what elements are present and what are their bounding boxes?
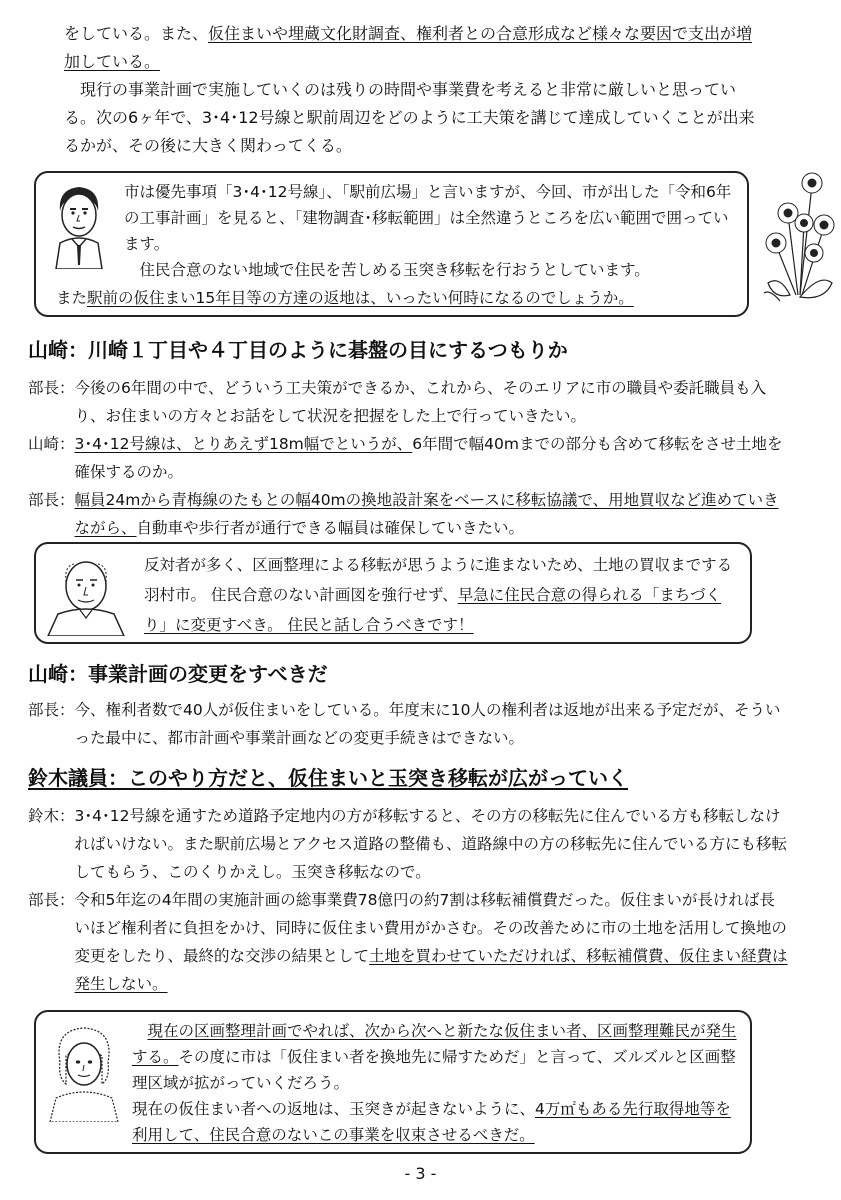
dialogue-text xyxy=(75,486,788,542)
comment-box-2 xyxy=(34,542,752,644)
box3-plain-2: 現在の仮住まい者への返地は、玉突きが起きないように、 xyxy=(132,1100,536,1118)
dialogue-row xyxy=(28,886,788,998)
box3-paragraph-2 xyxy=(132,1096,744,1148)
speaker-label: 鈴木： xyxy=(28,807,75,825)
box1-text xyxy=(124,179,736,283)
page-number: - 3 - xyxy=(404,1164,437,1183)
box3-paragraph-1 xyxy=(132,1018,744,1096)
speaker-label: 山崎： xyxy=(28,435,75,453)
box2-plain-text: 反対者が多く、区画整理による移転が思うように進まないため、土地の買収までする羽村市。 住民合意のない計画図を強行せず、 xyxy=(144,556,733,604)
woman-portrait-icon xyxy=(46,1022,122,1122)
dialogue-row xyxy=(28,486,788,542)
intro-paragraph-2: 現行の事業計画で実施していくのは残りの時間や事業費を考えると非常に厳しいと思っている。次の6ヶ年で、3･4･12号線と駅前周辺をどのように工夫策を講じて達成していくことが出来るかが、その後に大きく関わってくる。 xyxy=(64,80,755,155)
dialogue-underlined: 幅員24mから青梅線のたもとの幅40mの換地設計案をベースに移転協議で、用地買収など進めていきながら、 xyxy=(74,491,779,537)
section2-dialogue xyxy=(28,696,788,752)
dialogue-row xyxy=(28,696,788,752)
box3-plain-1: その度に市は「仮住まい者を換地先に帰すためだ」と言って、ズルズルと区画整理区域が拡がっていくだろう。 xyxy=(132,1048,736,1092)
section1-heading: 山崎：川崎１丁目や４丁目のように碁盤の目にするつもりか xyxy=(28,338,568,362)
dialogue-underlined: 3･4･12号線は、とりあえず18m幅でというが、 xyxy=(74,435,413,453)
flower-illustration-icon xyxy=(760,165,840,305)
intro-underlined-text: 仮住まいや埋蔵文化財調査、権利者との合意形成など様々な要因で支出が増加している。 xyxy=(64,24,753,71)
dialogue-underlined: 土地を買わせていただければ、移転補償費、仮住まい経費は発生しない。 xyxy=(74,947,788,993)
speaker-label: 部長： xyxy=(28,891,75,909)
dialogue-row xyxy=(28,802,788,886)
dialogue-plain: 令和5年迄の4年間の実施計画の総事業費78億円の約7割は移転補償費だった。仮住まいが長ければ長いほど権利者に負担をかけ、同時に仮住まい費用がかさむ。その改善ために市の土地を活用して換地の変更をしたり、最終的な交渉の結果として xyxy=(74,891,787,965)
dialogue-row xyxy=(28,374,788,430)
box3-text xyxy=(132,1018,744,1148)
intro-text: をしている。また、 xyxy=(64,24,209,43)
box2-text xyxy=(144,550,744,640)
speaker-label: 部長： xyxy=(28,701,75,719)
man-portrait-icon xyxy=(46,181,112,269)
box1-last-underlined: 駅前の仮住まい15年目等の方達の返地は、いったい何時になるのでしょうか。 xyxy=(87,289,634,307)
section3-heading xyxy=(28,764,628,792)
dialogue-plain: 自動車や歩行者が通行できる幅員は確保していきたい。 xyxy=(136,519,525,537)
box3-underlined-1: 現在の区画整理計画でやれば、次から次へと新たな仮住まい者、区画整理難民が発生する。 xyxy=(132,1022,737,1066)
box1-last-prefix: また xyxy=(56,289,88,307)
dialogue-text: 今後の6年間の中で、どういう工夫策ができるか、これから、そのエリアに市の職員や委託職員も入り、お住まいの方々とお話をして状況を把握をした上で行っていきたい。 xyxy=(74,379,767,425)
dialogue-plain: 6年間で幅40mまでの部分も含めて移転をさせ土地を確保するのか。 xyxy=(74,435,783,481)
dialogue-text xyxy=(75,430,788,486)
box1-paragraph-1: 市は優先事項「3･4･12号線」、「駅前広場」と言いますが、今回、市が出した「令和6年の工事計画」を見ると、「建物調査･移転範囲」は全然違うところを広い範囲で囲っています。 xyxy=(124,183,732,253)
section3-heading-speaker: 鈴木議員： xyxy=(28,766,128,790)
intro-paragraph-1 xyxy=(64,20,764,76)
dialogue-row xyxy=(28,430,788,486)
box2-underlined-text: 早急に住民合意の得られる「まちづくり」に変更すべき。 住民と話し合うべきです！ xyxy=(144,586,722,634)
comment-box-1 xyxy=(34,171,749,317)
elderly-man-portrait-icon xyxy=(44,552,128,636)
dialogue-text: 今、権利者数で40人が仮住まいをしている。年度末に10人の権利者は返地が出来る予定だが、そういった最中に、都市計画や事業計画などの変更手続きはできない。 xyxy=(74,701,781,747)
box1-last-line xyxy=(56,285,746,311)
dialogue-text xyxy=(75,886,788,998)
dialogue-text: 3･4･12号線を通すため道路予定地内の方が移転すると、その方の移転先に住んでいる方も移転しなければいけない。また駅前広場とアクセス道路の整備も、道路線中の方の移転先に住んでいる方にも移転してもらう、このくりかえし。玉突き移転なので。 xyxy=(74,807,788,881)
section3-dialogue xyxy=(28,802,788,998)
section1-dialogue xyxy=(28,374,788,542)
comment-box-3 xyxy=(34,1010,752,1154)
section3-heading-title: このやり方だと、仮住まいと玉突き移転が広がっていく xyxy=(128,766,628,790)
box3-underlined-2: 4万㎡もある先行取得地等を利用して、住民合意のないこの事業を収束させるべきだ。 xyxy=(132,1100,731,1144)
speaker-label: 部長： xyxy=(28,379,75,397)
section2-heading: 山崎：事業計画の変更をすべきだ xyxy=(28,662,328,686)
box1-paragraph-2: 住民合意のない地域で住民を苦しめる玉突き移転を行おうとしています。 xyxy=(139,261,650,279)
speaker-label: 部長： xyxy=(28,491,75,509)
